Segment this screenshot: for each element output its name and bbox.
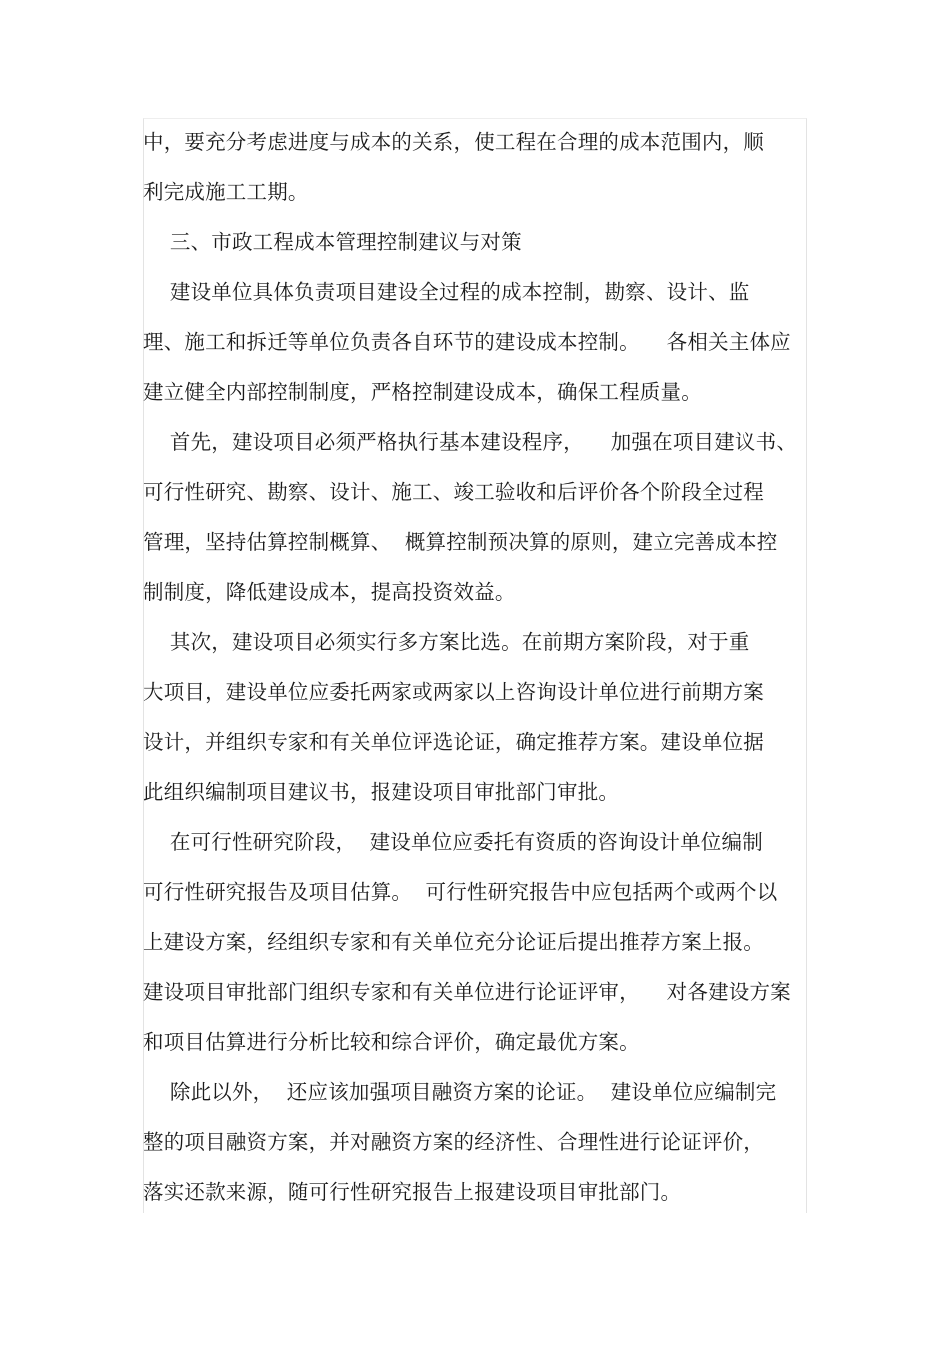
text-line: 制制度，降低建设成本，提高投资效益。 xyxy=(143,580,516,604)
text-line: 管理，坚持估算控制概算、 概算控制预决算的原则，建立完善成本控 xyxy=(143,530,778,554)
text-line: 大项目，建设单位应委托两家或两家以上咨询设计单位进行前期方案 xyxy=(143,680,764,704)
text-line: 首先，建设项目必须严格执行基本建设程序， 加强在项目建议书、 xyxy=(143,430,798,454)
text-line: 除此以外， 还应该加强项目融资方案的论证。 建设单位应编制完 xyxy=(143,1080,777,1104)
document-body xyxy=(143,117,803,1217)
text-line: 设计，并组织专家和有关单位评选论证，确定推荐方案。建设单位据 xyxy=(143,730,764,754)
section-heading: 三、市政工程成本管理控制建议与对策 xyxy=(143,230,522,254)
text-line: 此组织编制项目建议书，报建设项目审批部门审批。 xyxy=(143,780,620,804)
text-line: 理、施工和拆迁等单位负责各自环节的建设成本控制。 各相关主体应 xyxy=(143,330,791,354)
text-line: 可行性研究报告及项目估算。 可行性研究报告中应包括两个或两个以 xyxy=(143,880,778,904)
text-line: 和项目估算进行分析比较和综合评价，确定最优方案。 xyxy=(143,1030,640,1054)
text-line: 在可行性研究阶段， 建设单位应委托有资质的咨询设计单位编制 xyxy=(143,830,763,854)
text-line: 其次，建设项目必须实行多方案比选。在前期方案阶段，对于重 xyxy=(143,630,750,654)
text-line: 可行性研究、勘察、设计、施工、竣工验收和后评价各个阶段全过程 xyxy=(143,480,764,504)
text-line: 中，要充分考虑进度与成本的关系，使工程在合理的成本范围内，顺 xyxy=(143,130,764,154)
text-line: 利完成施工工期。 xyxy=(143,180,309,204)
text-line: 落实还款来源，随可行性研究报告上报建设项目审批部门。 xyxy=(143,1180,682,1204)
text-line: 上建设方案，经组织专家和有关单位充分论证后提出推荐方案上报。 xyxy=(143,930,764,954)
text-line: 整的项目融资方案，并对融资方案的经济性、合理性进行论证评价， xyxy=(143,1130,764,1154)
text-line: 建设项目审批部门组织专家和有关单位进行论证评审， 对各建设方案 xyxy=(143,980,791,1004)
text-line: 建立健全内部控制制度，严格控制建设成本，确保工程质量。 xyxy=(143,380,702,404)
text-line: 建设单位具体负责项目建设全过程的成本控制，勘察、设计、监 xyxy=(143,280,750,304)
